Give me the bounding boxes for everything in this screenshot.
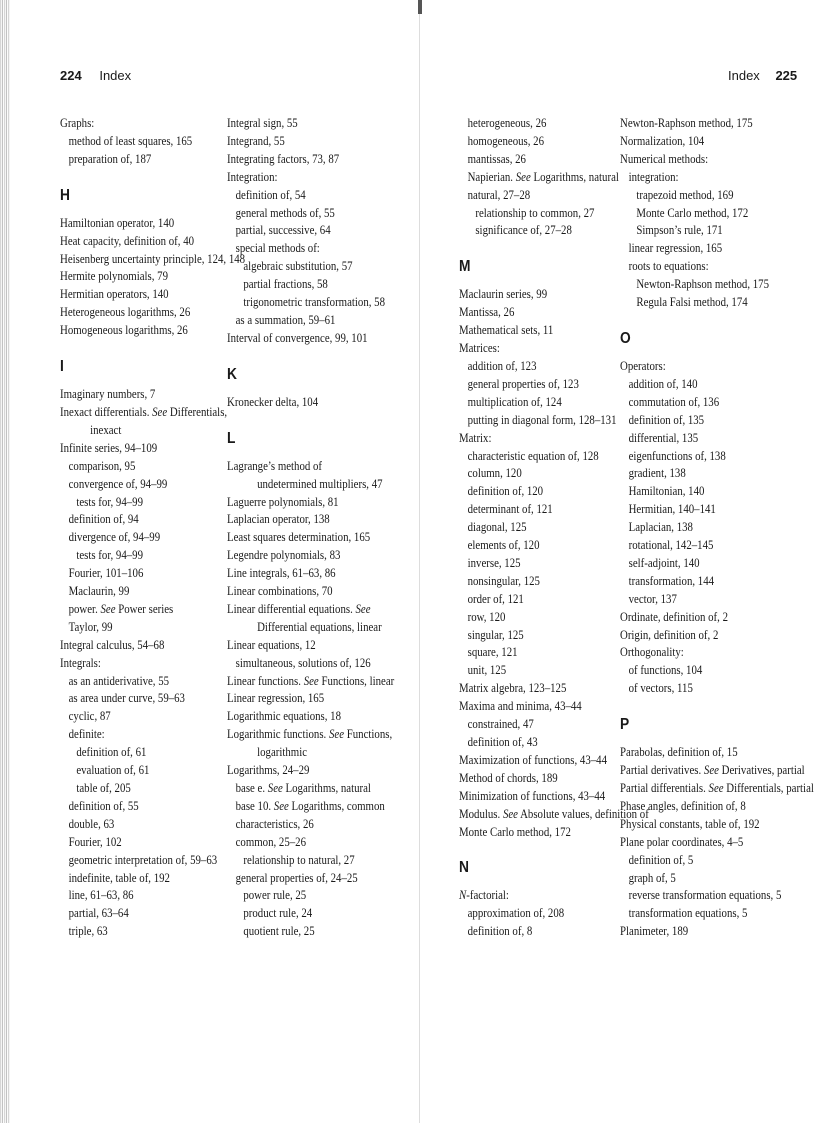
- index-entry: elements of, 120: [467, 538, 540, 553]
- index-entry: characteristics, 26: [235, 816, 314, 831]
- index-entry: gradient, 138: [628, 466, 686, 481]
- index-entry: significance of, 27–28: [475, 223, 572, 238]
- index-entry: special methods of:: [235, 241, 320, 256]
- index-entry: determinant of, 121: [467, 502, 553, 517]
- index-entry: characteristic equation of, 128: [467, 448, 599, 463]
- index-entry: Integral calculus, 54–68: [60, 637, 165, 652]
- index-entry: partial fractions, 58: [243, 277, 328, 292]
- index-entry: as a summation, 59–61: [235, 312, 336, 327]
- index-entry: Least squares determination, 165: [227, 530, 371, 545]
- index-entry: Integrating factors, 73, 87: [227, 151, 340, 166]
- index-entry: logarithmic: [257, 745, 308, 760]
- index-entry: Linear differential equations. See: [227, 601, 371, 616]
- index-entry: Phase angles, definition of, 8: [620, 798, 746, 813]
- index-entry: method of least squares, 165: [68, 133, 193, 148]
- index-entry: inexact: [90, 422, 122, 437]
- index-entry: common, 25–26: [235, 834, 306, 849]
- section-letter: P: [620, 716, 630, 734]
- index-entry: partial, successive, 64: [235, 223, 331, 238]
- index-entry: Matrices:: [459, 341, 500, 356]
- index-entry: of vectors, 115: [628, 681, 693, 696]
- index-entry: Lagrange’s method of: [227, 458, 323, 473]
- index-entry: trigonometric transformation, 58: [243, 295, 386, 310]
- index-entry: definition of, 135: [628, 412, 705, 427]
- index-entry: Integrand, 55: [227, 133, 285, 148]
- index-entry: Maximization of functions, 43–44: [459, 752, 608, 767]
- index-entry: Maclaurin, 99: [68, 584, 130, 599]
- index-entry: Physical constants, table of, 192: [620, 816, 760, 831]
- index-entry: Logarithmic functions. See Functions,: [227, 727, 393, 742]
- index-entry: putting in diagonal form, 128–131: [467, 412, 617, 427]
- index-entry: cyclic, 87: [68, 709, 111, 724]
- index-entry: algebraic substitution, 57: [243, 259, 353, 274]
- index-entry: Simpson’s rule, 171: [636, 223, 723, 238]
- index-entry: mantissas, 26: [467, 151, 526, 166]
- index-entry: general properties of, 24–25: [235, 870, 358, 885]
- index-entry: Linear equations, 12: [227, 637, 316, 652]
- index-entry: Laguerre polynomials, 81: [227, 494, 339, 509]
- index-entry: triple, 63: [68, 924, 108, 939]
- left-page-label: Index: [99, 68, 132, 83]
- index-entry: self-adjoint, 140: [628, 555, 700, 570]
- index-entry: nonsingular, 125: [467, 573, 540, 588]
- index-entry: definition of, 54: [235, 187, 306, 202]
- index-entry: row, 120: [467, 609, 506, 624]
- index-entry: linear regression, 165: [628, 241, 723, 256]
- index-entry: Monte Carlo method, 172: [459, 824, 571, 839]
- index-entry: rotational, 142–145: [628, 538, 714, 553]
- index-entry: base 10. See Logarithms, common: [235, 798, 385, 813]
- index-entry: diagonal, 125: [467, 520, 527, 535]
- section-letter: N: [459, 859, 469, 877]
- index-entry: Planimeter, 189: [620, 924, 689, 939]
- index-entry: definition of, 8: [467, 924, 533, 939]
- index-entry: power. See Power series: [68, 601, 174, 616]
- right-page-label: Index: [728, 68, 760, 83]
- index-entry: table of, 205: [76, 781, 131, 795]
- left-page-header: [60, 68, 131, 83]
- section-letter: O: [620, 329, 631, 347]
- index-entry: as an antiderivative, 55: [68, 673, 170, 688]
- index-column-2: [227, 115, 395, 941]
- index-entry: Matrix:: [459, 430, 492, 445]
- index-entry: Linear regression, 165: [227, 691, 325, 706]
- index-entry: Newton-Raphson method, 175: [620, 116, 753, 130]
- index-entry: Mathematical sets, 11: [459, 323, 554, 338]
- index-entry: Normalization, 104: [620, 133, 705, 148]
- index-entry: Partial differentials. See Differentials, partial: [620, 781, 814, 795]
- index-entry: Imaginary numbers, 7: [60, 387, 156, 402]
- index-entry: homogeneous, 26: [467, 133, 545, 148]
- index-entry: power rule, 25: [243, 888, 307, 903]
- index-entry: multiplication of, 124: [467, 394, 562, 409]
- index-entry: Hermitian, 140–141: [628, 502, 716, 517]
- index-entry: transformation equations, 5: [628, 906, 748, 921]
- index-entry: Method of chords, 189: [459, 770, 558, 785]
- index-entry: constrained, 47: [467, 717, 534, 732]
- section-letter: I: [60, 358, 64, 376]
- index-entry: Inexact differentials. See Differentials,: [60, 404, 228, 419]
- index-entry: Regula Falsi method, 174: [636, 295, 748, 310]
- index-entry: Linear functions. See Functions, linear: [227, 673, 395, 688]
- index-entry: simultaneous, solutions of, 126: [235, 655, 371, 670]
- index-entry: Heat capacity, definition of, 40: [60, 233, 195, 248]
- index-entry: Integrals:: [60, 655, 101, 670]
- index-entry: Integral sign, 55: [227, 116, 298, 130]
- index-entry: singular, 125: [467, 627, 524, 642]
- index-entry: trapezoid method, 169: [636, 187, 734, 202]
- index-entry: divergence of, 94–99: [68, 530, 161, 545]
- index-entry: convergence of, 94–99: [68, 476, 168, 491]
- index-entry: quotient rule, 25: [243, 924, 315, 939]
- index-entry: as area under curve, 59–63: [68, 691, 185, 706]
- index-entry: tests for, 94–99: [76, 548, 143, 563]
- index-entry: Interval of convergence, 99, 101: [227, 330, 368, 345]
- index-entry: Homogeneous logarithms, 26: [60, 323, 188, 338]
- left-page-number: 224: [60, 68, 82, 83]
- index-entry: definition of, 61: [76, 745, 147, 760]
- index-entry: line, 61–63, 86: [68, 888, 134, 903]
- index-entry: definite:: [68, 727, 105, 742]
- index-entry: tests for, 94–99: [76, 494, 143, 509]
- index-entry: Hamiltonian operator, 140: [60, 215, 175, 230]
- index-entry: comparison, 95: [68, 458, 136, 473]
- right-page-number: 225: [775, 68, 798, 83]
- index-entry: Logarithms, 24–29: [227, 763, 310, 778]
- index-entry: graph of, 5: [628, 870, 676, 885]
- index-entry: addition of, 123: [467, 358, 537, 373]
- index-entry: Plane polar coordinates, 4–5: [620, 834, 744, 849]
- index-entry: Ordinate, definition of, 2: [620, 609, 728, 624]
- index-entry: inverse, 125: [467, 555, 521, 570]
- section-letter: L: [227, 429, 236, 447]
- index-entry: square, 121: [467, 645, 518, 660]
- index-entry: Fourier, 101–106: [68, 566, 144, 581]
- index-entry: approximation of, 208: [467, 906, 565, 921]
- index-entry: Heisenberg uncertainty principle, 124, 148: [60, 251, 246, 266]
- index-entry: commutation of, 136: [628, 394, 720, 409]
- index-entry: partial, 63–64: [68, 906, 129, 921]
- index-entry: N-factorial:: [459, 888, 509, 903]
- index-entry: Numerical methods:: [620, 151, 709, 166]
- index-entry: Maxima and minima, 43–44: [459, 699, 582, 714]
- index-entry: Heterogeneous logarithms, 26: [60, 305, 191, 320]
- index-entry: Taylor, 99: [68, 619, 113, 634]
- index-entry: natural, 27–28: [467, 187, 531, 202]
- index-entry: Infinite series, 94–109: [60, 440, 158, 455]
- index-entry: differential, 135: [628, 430, 699, 445]
- index-entry: Mantissa, 26: [459, 305, 515, 320]
- index-entry: Line integrals, 61–63, 86: [227, 566, 336, 581]
- page-spine: [419, 0, 420, 1123]
- index-entry: evaluation of, 61: [76, 763, 150, 778]
- index-entry: Newton-Raphson method, 175: [636, 277, 770, 292]
- index-entry: Parabolas, definition of, 15: [620, 745, 738, 760]
- index-entry: Laplacian operator, 138: [227, 512, 330, 527]
- index-entry: double, 63: [68, 816, 115, 831]
- index-entry: relationship to natural, 27: [243, 852, 355, 867]
- index-entry: eigenfunctions of, 138: [628, 448, 726, 463]
- section-letter: H: [60, 186, 70, 204]
- index-entry: Maclaurin series, 99: [459, 287, 548, 302]
- index-entry: Integration:: [227, 169, 278, 184]
- index-entry: general methods of, 55: [235, 205, 335, 220]
- index-entry: addition of, 140: [628, 376, 698, 391]
- index-entry: Laplacian, 138: [628, 520, 693, 535]
- index-entry: Monte Carlo method, 172: [636, 205, 749, 220]
- index-entry: relationship to common, 27: [475, 205, 595, 220]
- index-entry: heterogeneous, 26: [467, 116, 547, 130]
- index-entry: integration:: [628, 169, 679, 184]
- index-entry: of functions, 104: [628, 663, 703, 678]
- index-column-4: [620, 115, 814, 941]
- index-entry: Hermite polynomials, 79: [60, 269, 168, 284]
- binding-gutter: [0, 0, 10, 1123]
- index-entry: transformation, 144: [628, 573, 715, 588]
- index-entry: Matrix algebra, 123–125: [459, 681, 567, 696]
- index-entry: Linear combinations, 70: [227, 584, 333, 599]
- index-entry: definition of, 5: [628, 852, 694, 867]
- index-entry: product rule, 24: [243, 906, 313, 921]
- index-entry: reverse transformation equations, 5: [628, 888, 782, 903]
- index-entry: Modulus. See Absolute values, definition of: [459, 806, 649, 821]
- index-entry: definition of, 43: [467, 735, 538, 749]
- index-entry: Napierian. See Logarithms, natural: [467, 169, 619, 184]
- index-entry: preparation of, 187: [68, 151, 152, 166]
- index-entry: Hamiltonian, 140: [628, 484, 705, 499]
- index-entry: Origin, definition of, 2: [620, 627, 719, 642]
- index-entry: Kronecker delta, 104: [227, 394, 319, 409]
- index-entry: Minimization of functions, 43–44: [459, 788, 606, 803]
- index-entry: Fourier, 102: [68, 834, 122, 849]
- right-page-header: [728, 68, 797, 83]
- index-entry: undetermined multipliers, 47: [257, 476, 383, 491]
- index-entry: definition of, 94: [68, 512, 139, 527]
- index-entry: indefinite, table of, 192: [68, 870, 170, 885]
- index-entry: roots to equations:: [628, 259, 709, 274]
- index-entry: base e. See Logarithms, natural: [235, 781, 371, 795]
- index-entry: Hermitian operators, 140: [60, 287, 169, 302]
- index-entry: Logarithmic equations, 18: [227, 709, 342, 724]
- index-entry: Legendre polynomials, 83: [227, 548, 341, 563]
- index-entry: Differential equations, linear: [257, 619, 382, 634]
- index-entry: order of, 121: [467, 591, 524, 606]
- index-entry: vector, 137: [628, 591, 677, 606]
- index-entry: Orthogonality:: [620, 645, 684, 660]
- index-entry: definition of, 120: [467, 484, 544, 499]
- index-entry: unit, 125: [467, 663, 507, 678]
- index-entry: general properties of, 123: [467, 376, 579, 391]
- index-entry: Partial derivatives. See Derivatives, partial: [620, 763, 805, 778]
- index-entry: Graphs:: [60, 116, 95, 130]
- index-entry: column, 120: [467, 466, 522, 481]
- index-entry: Operators:: [620, 358, 666, 373]
- section-letter: M: [459, 258, 471, 276]
- index-entry: definition of, 55: [68, 798, 139, 813]
- index-column-1: [60, 115, 246, 941]
- spine-mark: [418, 0, 422, 14]
- section-letter: K: [227, 365, 237, 383]
- index-entry: geometric interpretation of, 59–63: [68, 852, 218, 867]
